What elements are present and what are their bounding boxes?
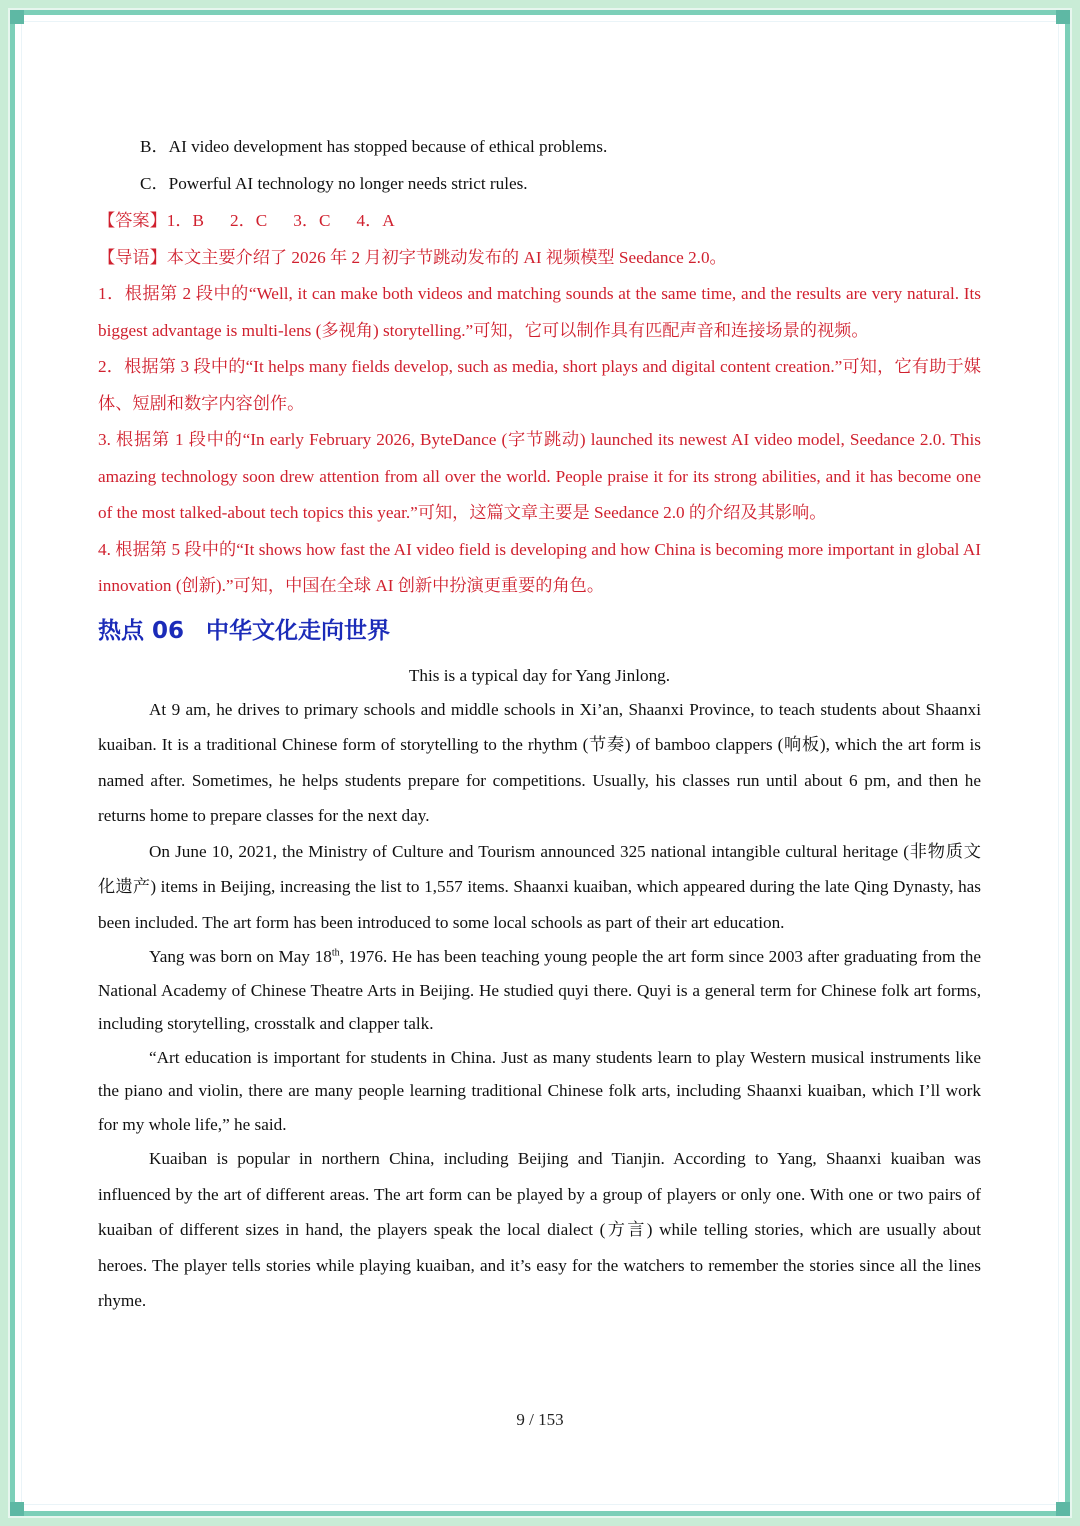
frame-corner-top-right [1056,10,1070,24]
passage-paragraph-1: At 9 am, he drives to primary schools and middle schools in Xi’an, Shaanxi Province, to teach students about Shaanxi kuaiban. It is a traditional Chinese form of storytelling to the rhythm (节奏) of bamboo clappers (响板), which the art form is named after. Sometimes, he helps students prepare for competitions. Usually, his classes run until about 6 pm, and then he returns home to prepare classes for the next day. [98,699,981,825]
paragraph-3-rest: , 1976. He has been teaching young people the art form since 2003 after graduating from the National Academy of Chinese Theatre Arts in Beijing. He studied quyi there. Quyi is a general term for Chinese folk art forms, including storytelling, crosstalk and clapper talk. [98,947,982,1033]
frame-corner-top-left [10,10,24,24]
passage-paragraph-3 [98,940,981,1041]
answer-tag: 【答案】 [98,211,167,230]
explanation-4: 4. 根据第 5 段中的“It shows how fast the AI video field is developing and how China is becoming more important in global AI innovation (创新).”可知，中国在全球 AI 创新中扮演更重要的角色。 [98,539,981,595]
intro-line [98,239,981,276]
answer-item: 4．A [356,211,395,230]
answer-item: 2．C [230,211,268,230]
section-title: 中华文化走向世界 [206,617,391,644]
page-number: 9 / 153 [516,1410,564,1429]
intro-text: 本文主要介绍了 2026 年 2 月初字节跳动发布的 AI 视频模型 Seedance 2.0。 [166,248,727,267]
explanation-3: 3. 根据第 1 段中的“In early February 2026, ByteDance (字节跳动) launched its newest AI video model, Seedance 2.0. This amazing technology soon drew attention from all over the world. People praise it for its strong abilities, and it has become one of the most talked-about tech topics this year.”可知，这篇文章主要是 Seedance 2.0 的介绍及其影响。 [98,430,981,522]
explanation-2: 2．根据第 3 段中的“It helps many fields develop, such as media, short plays and digital content creation.”可知，它有助于媒体、短剧和数字内容创作。 [98,357,981,413]
intro-tag: 【导语】 [98,248,167,267]
frame-corner-bottom-left [10,1502,24,1516]
section-heading [98,609,981,653]
passage-paragraph-2: On June 10, 2021, the Ministry of Culture and Tourism announced 325 national intangible cultural heritage (非物质文化遗产) items in Beijing, increasing the list to 1,557 items. Shaanxi kuaiban, which appeared during the late Qing Dynasty, has been included. The art form has been introduced to some local schools as part of their art education. [98,841,981,932]
answer-line [98,202,981,239]
answer-item: 1．B [166,211,205,230]
answer-item: 3．C [293,211,331,230]
section-number: 热点 06 [98,617,185,644]
frame-corner-bottom-right [1056,1502,1070,1516]
passage-paragraph-4: “Art education is important for students in China. Just as many students learn to play Western musical instruments like the piano and violin, there are many people learning traditional Chinese folk arts, including Shaanxi kuaiban, which I’ll work for my whole life,” he said. [98,1047,981,1134]
option-c: C．Powerful AI technology no longer needs strict rules. [140,174,528,193]
option-b: B．AI video development has stopped because of ethical problems. [140,137,608,156]
passage-lead: This is a typical day for Yang Jinlong. [408,665,671,685]
ordinal-superscript: th [331,947,340,959]
explanation-1: 1．根据第 2 段中的“Well, it can make both videos and matching sounds at the same time, and the results are very natural. Its biggest advantage is multi-lens (多视角) storytelling.”可知，它可以制作具有匹配声音和连接场景的视频。 [98,284,981,340]
page-content [98,128,981,1319]
passage-paragraph-5: Kuaiban is popular in northern China, including Beijing and Tianjin. According to Yang, Shaanxi kuaiban was influenced by the art of different areas. The art form can be played by a group of players or only one. With one or two pairs of kuaiban of different sizes in hand, the players speak the local dialect (方言) while telling stories, which are usually about heroes. The player tells stories while playing kuaiban, and it’s easy for the watchers to remember the stories since all the lines rhyme. [98,1149,981,1310]
paragraph-3-start: Yang was born on May 18 [149,947,332,966]
